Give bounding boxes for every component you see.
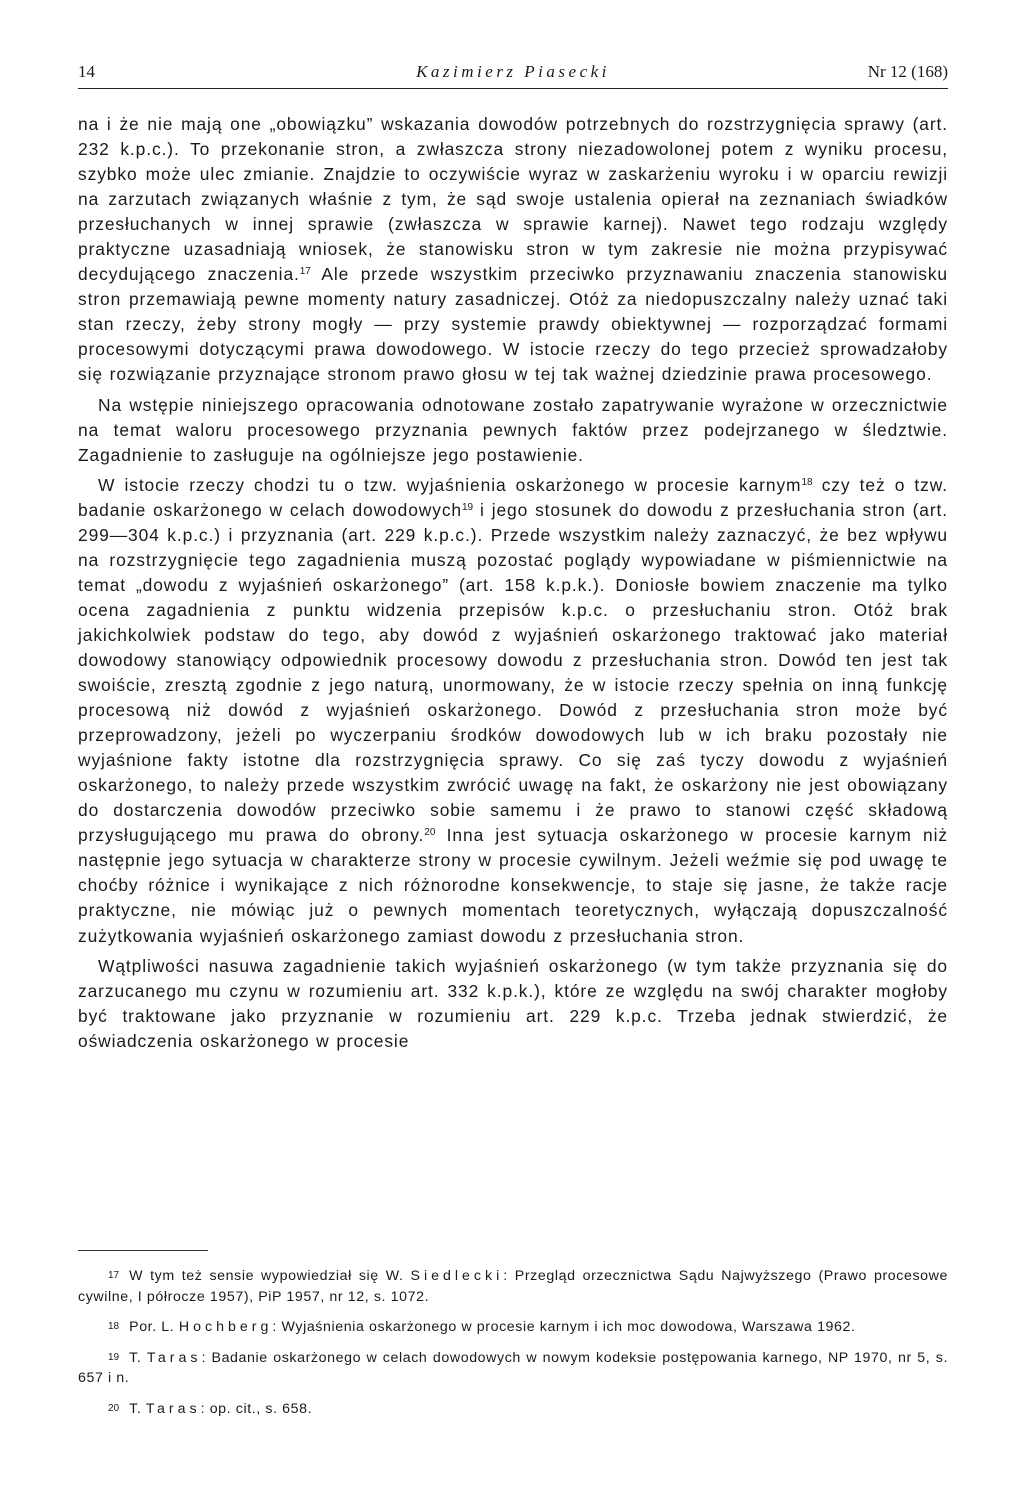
footnote-number: 20	[108, 1402, 120, 1414]
footnote-text-pre: T.	[129, 1349, 147, 1366]
footnote-ref-20: 20	[424, 827, 436, 839]
paragraph-1-text-a: na i że nie mają one „obowiązku” wskazania dowodów potrzebnych do rozstrzygnięcia sprawy (art. 232 k.p.c.). To przekonanie stron, a zwłaszcza strony niezadowolonej potem z wyniku procesu, szybko może ulec zmianie. Znajdzie to oczywiście wyraz w zaskarżeniu wyroku i w oparciu rewizji na zarzutach związanych właśnie z tym, że sąd swoje ustalenia opierał na zeznaniach świadków przesłuchanych w innej sprawie (zwłaszcza w sprawie karnej). Nawet tego rodzaju względy praktyczne uzasadniają wniosek, że stanowisku stron w tym zakresie nie można przypisywać decydującego znaczenia.	[78, 114, 948, 285]
paragraph-3-text-c: i jego stosunek do dowodu z przesłuchania stron (art. 299—304 k.p.c.) i przyznania (art. 229 k.p.c.). Przede wszystkim należy zaznaczyć, że bez wpływu na rozstrzygnięcie tego zagadnienia muszą pozostać poglądy wypowiadane w piśmiennictwie na temat „dowodu z wyjaśnień oskarżonego” (art. 158 k.p.k.). Doniosłe bowiem znaczenie ma tylko ocena zagadnienia z punktu widzenia przepisów k.p.c. o przesłuchaniu stron. Otóż brak jakichkolwiek podstaw do tego, aby dowód z wyjaśnień oskarżonego traktować jako materiał dowodowy stanowiący odpowiednik procesowy dowodu z przesłuchania stron. Dowód ten jest tak swoiście, zresztą zgodnie z jego naturą, unormowany, że w istocie rzeczy spełnia on inną funkcję procesową niż dowód z wyjaśnień oskarżonego. Dowód z przesłuchania stron może być przeprowadzony, jeżeli po wyczerpaniu środków dowodowych lub w ich braku pozostały nie wyjaśnione fakty istotne dla rozstrzygnięcia sprawy. Co się zaś tyczy dowodu z wyjaśnień oskarżonego, to należy przede wszystkim zwrócić uwagę na fakt, że oskarżony nie jest obowiązany do dostarczenia dowodów przeciwko sobie samemu i że prawo to stanowi część składową przysługującego mu prawa do obrony.	[78, 499, 948, 846]
footnote-author: Taras	[146, 1349, 202, 1366]
footnote-text-pre: Por. L.	[129, 1319, 179, 1335]
footnote-text-post: : op. cit., s. 658.	[200, 1400, 313, 1417]
footnote-number: 17	[108, 1270, 120, 1281]
footnote-author: Taras	[145, 1400, 201, 1417]
footnote-text-post: : Wyjaśnienia oskarżonego w procesie karnym i ich moc dowodowa, Warszawa 1962.	[272, 1319, 856, 1335]
footnote-text-post: : Przegląd orzecznictwa Sądu Najwyższego (Prawo procesowe cywilne, I półrocze 1957), PiP 1957, nr 12, s. 1072.	[78, 1268, 948, 1305]
footnote-19	[78, 1348, 948, 1389]
footnote-rule	[78, 1250, 208, 1251]
footnote-ref-19: 19	[461, 501, 474, 513]
paragraph-3	[78, 473, 948, 949]
issue-number: Nr 12 (168)	[867, 62, 948, 81]
footnote-ref-18: 18	[801, 476, 813, 488]
article-body	[78, 112, 948, 1059]
footnote-ref-17: 17	[299, 266, 311, 278]
footnote-author: Siedlecki	[410, 1268, 504, 1284]
header-rule	[78, 88, 948, 89]
footnote-18	[78, 1317, 948, 1338]
running-header	[78, 60, 948, 90]
footnotes	[78, 1266, 948, 1429]
paragraph-2: Na wstępie niniejszego opracowania odnotowane zostało zapatrywanie wyrażone w orzecznictwie na temat waloru procesowego przyznania pewnych faktów przez podejrzanego w śledztwie. Zagadnienie to zasługuje na ogólniejsze jego postawienie.	[78, 394, 948, 465]
footnote-author: Hochberg	[178, 1319, 273, 1335]
footnote-number: 19	[108, 1351, 120, 1363]
paragraph-1-text-b: Ale przede wszystkim przeciwko przyznawaniu znaczenia stanowisku stron przemawiają pewne momenty natury zasadniczej. Otóż za niedopuszczalny należy uznać taki stan rzeczy, żeby strony mogły — przy systemie prawdy obiektywnej — rozporządzać formami procesowymi dotyczącymi prawa dowodowego. W istocie rzeczy do tego przecież sprowadzałoby się rozwiązanie przyznające stronom prawo głosu w tej tak ważnej dziedzinie prawa procesowego.	[78, 264, 948, 385]
page-number: 14	[78, 62, 95, 81]
footnote-number: 18	[108, 1321, 120, 1332]
footnote-17	[78, 1266, 948, 1307]
footnote-text-pre: T.	[129, 1400, 146, 1417]
footnote-text-post: : Badanie oskarżonego w celach dowodowych w nowym kodeksie postępowania karnego, NP 1970, nr 5, s. 657 i n.	[78, 1349, 948, 1386]
paragraph-3-text-d: Inna jest sytuacja oskarżonego w procesie karnym niż następnie jego sytuacja w charakterze strony w procesie cywilnym. Jeżeli weźmie się pod uwagę te choćby różnice i wynikające z nich różnorodne konsekwencje, to staje się jasne, że także racje praktyczne, nie mówiąc już o pewnych momentach teoretycznych, wyłączają dopuszczalność zużytkowania wyjaśnień oskarżonego zamiast dowodu z przesłuchania stron.	[78, 825, 948, 946]
paragraph-3-text-a: W istocie rzeczy chodzi tu o tzw. wyjaśnienia oskarżonego w procesie karnym	[98, 474, 802, 495]
footnote-text-pre: W tym też sensie wypowiedział się W.	[129, 1268, 411, 1284]
footnote-20	[78, 1399, 948, 1420]
paragraph-1	[78, 112, 948, 388]
running-author: Kazimierz Piasecki	[416, 62, 610, 81]
paragraph-4: Wątpliwości nasuwa zagadnienie takich wyjaśnień oskarżonego (w tym także przyznania się do zarzucanego mu czynu w rozumieniu art. 332 k.p.k.), które ze względu na swój charakter mogłoby być traktowane jako przyznanie w rozumieniu art. 229 k.p.c. Trzeba jednak stwierdzić, że oświadczenia oskarżonego w procesie	[78, 955, 948, 1051]
paragraph-3-text-b: czy też o tzw. badanie oskarżonego w celach dowodowych	[78, 474, 948, 520]
